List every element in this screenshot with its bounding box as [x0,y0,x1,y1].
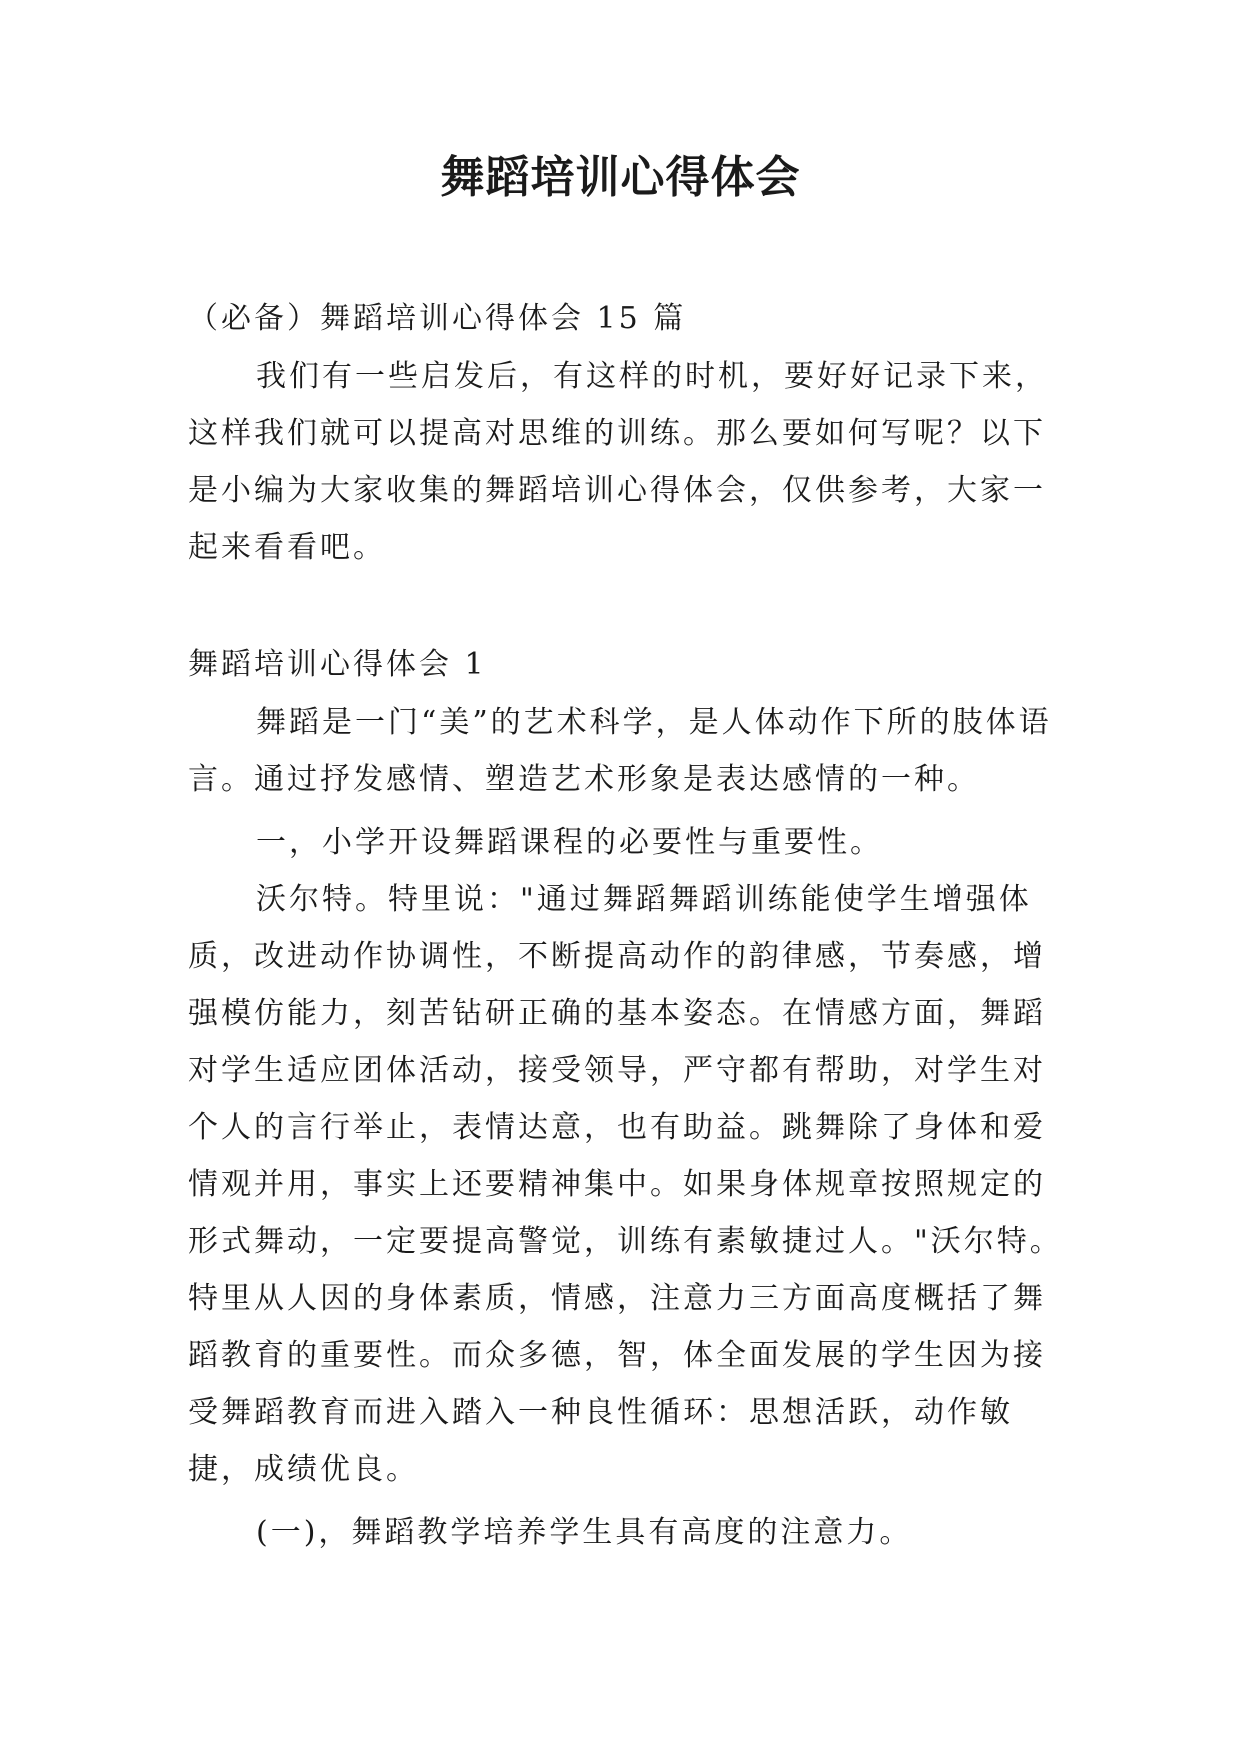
section-heading: 舞蹈培训心得体会 1 [188,647,487,682]
document-subtitle: （必备）舞蹈培训心得体会 15 篇 [188,301,687,336]
document-title: 舞蹈培训心得体会 [440,152,801,203]
paragraph-sub-heading: (一)，舞蹈教学培养学生具有高度的注意力。 [256,1515,913,1550]
paragraph-definition: 舞蹈是一门“美”的艺术科学，是人体动作下所的肢体语言。通过抒发感情、塑造艺术形象是表达感情的一种。 [188,705,1052,797]
paragraph-point-heading: 一，小学开设舞蹈课程的必要性与重要性。 [256,825,883,860]
paragraph-quote: 沃尔特。特里说："通过舞蹈舞蹈训练能使学生增强体质，改进动作协调性，不断提高动作的韵律感，节奏感，增强模仿能力，刻苦钻研正确的基本姿态。在情感方面，舞蹈对学生适应团体活动，接受领导，严守都有帮助，对学生对个人的言行举止，表情达意，也有助益。跳舞除了身体和爱情观并用，事实上还要精神集中。如果身体规章按照规定的形式舞动，一定要提高警觉，训练有素敏捷过人。"沃尔特。特里从人因的身体素质，情感，注意力三方面高度概括了舞蹈教育的重要性。而众多德，智，体全面发展的学生因为接受舞蹈教育而进入踏入一种良性循环：思想活跃，动作敏捷，成绩优良。 [188,882,1063,1487]
intro-paragraph: 我们有一些启发后，有这样的时机，要好好记录下来，这样我们就可以提高对思维的训练。那么要如何写呢？以下是小编为大家收集的舞蹈培训心得体会，仅供参考，大家一起来看看吧。 [188,359,1048,565]
section-body [188,694,1068,1561]
